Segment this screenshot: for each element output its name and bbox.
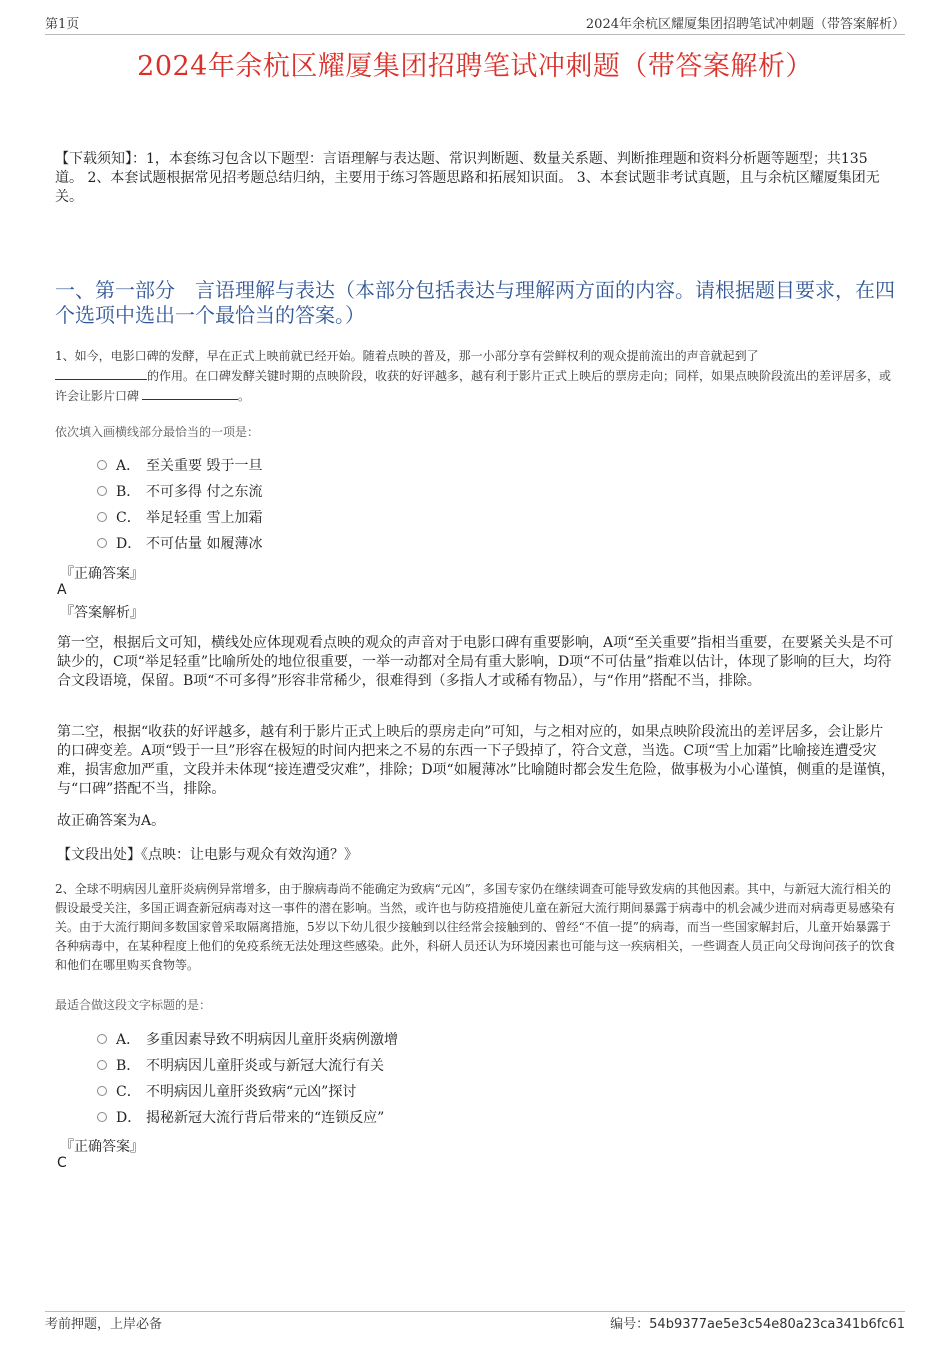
question-1-options xyxy=(97,452,262,556)
radio-icon[interactable] xyxy=(97,538,107,548)
answer-value: C xyxy=(57,1155,67,1171)
page-header xyxy=(45,14,905,35)
question-1-text: 1、如今，电影口碑的发酵，早在正式上映前就已经开始。随着点映的普及，那一小部分享有尝鲜权利的观众提前流出的声音就起到了 的作用。在口碑发酵关键时期的点映阶段，收获的好评越多，越有利于影片正式上映后的票房走向；同样，如果点映阶段流出的差评居多，或许会让影片口碑 。 xyxy=(55,349,892,403)
question-2-options xyxy=(97,1026,398,1130)
option-c[interactable]: C． 不明病因儿童肝炎致病“元凶”探讨 xyxy=(97,1078,398,1104)
option-a[interactable]: A． 多重因素导致不明病因儿童肝炎病例激增 xyxy=(97,1026,398,1052)
answer-label: 『正确答案』 xyxy=(60,566,144,582)
question-2-prompt: 最适合做这段文字标题的是： xyxy=(55,998,212,1012)
option-c[interactable]: C． 举足轻重 雪上加霜 xyxy=(97,504,262,530)
option-b[interactable]: B． 不可多得 付之东流 xyxy=(97,478,262,504)
fill-blank-2 xyxy=(142,386,238,400)
fill-blank-1 xyxy=(55,366,147,380)
radio-icon[interactable] xyxy=(97,1086,107,1096)
answer-label: 『正确答案』 xyxy=(60,1139,144,1155)
analysis-conclusion: 故正确答案为A。 xyxy=(57,813,166,829)
radio-icon[interactable] xyxy=(97,1060,107,1070)
option-d[interactable]: D． 揭秘新冠大流行背后带来的“连锁反应” xyxy=(97,1104,398,1130)
header-doc-title: 2024年余杭区耀厦集团招聘笔试冲刺题（带答案解析） xyxy=(585,17,905,32)
option-a[interactable]: A． 至关重要 毁于一旦 xyxy=(97,452,262,478)
analysis-label: 『答案解析』 xyxy=(60,605,144,621)
radio-icon[interactable] xyxy=(97,512,107,522)
analysis-paragraph-2: 第二空，根据“收获的好评越多，越有利于影片正式上映后的票房走向”可知，与之相对应的，如果点映阶段流出的差评居多，会让影片的口碑变差。A项“毁于一旦”形容在极短的时间内把来之不易的东西一下子毁掉了，符合文意，当选。C项“雪上加霜”比喻接连遭受灾难，损害愈加严重，文段并未体现“接连遭受灾难”，排除；D项“如履薄冰”比喻随时都会发生危险，做事极为小心谨慎，侧重的是谨慎，与“口碑”搭配不当，排除。 xyxy=(57,724,895,797)
text-source: 【文段出处】《点映：让电影与观众有效沟通？》 xyxy=(57,847,358,863)
document-title: 2024年余杭区耀厦集团招聘笔试冲刺题（带答案解析） xyxy=(137,51,813,82)
radio-icon[interactable] xyxy=(97,486,107,496)
radio-icon[interactable] xyxy=(97,460,107,470)
page-number: 第1页 xyxy=(45,17,80,32)
download-notice: 【下载须知】：1，本套练习包含以下题型：言语理解与表达题、常识判断题、数量关系题、判断推理题和资料分析题等题型；共135道。 2、本套试题根据常见招考题总结归纳，主要用于练习答题思路和拓展知识面。 3、本套试题非考试真题，且与余杭区耀厦集团无关。 xyxy=(55,151,880,205)
document-code: 编号：54b9377ae5e3c54e80a23ca341b6fc61 xyxy=(610,1317,905,1332)
question-1-prompt: 依次填入画横线部分最恰当的一项是： xyxy=(55,425,260,439)
radio-icon[interactable] xyxy=(97,1112,107,1122)
analysis-paragraph-1: 第一空，根据后文可知，横线处应体现观看点映的观众的声音对于电影口碑有重要影响，A项“至关重要”指相当重要，在要紧关头是不可缺少的，C项“举足轻重”比喻所处的地位很重要，一举一动都对全局有重大影响，D项“不可估量”指难以估计，体现了影响的巨大，均符合文段语境，保留。B项“不可多得”形容非常稀少，很难得到（多指人才或稀有物品），与“作用”搭配不当，排除。 xyxy=(57,635,894,689)
footer-slogan: 考前押题，上岸必备 xyxy=(45,1317,163,1332)
option-d[interactable]: D． 不可估量 如履薄冰 xyxy=(97,530,262,556)
radio-icon[interactable] xyxy=(97,1034,107,1044)
section-heading: 一、第一部分 言语理解与表达（本部分包括表达与理解两方面的内容。请根据题目要求，在四个选项中选出一个最恰当的答案。） xyxy=(55,278,895,327)
page-footer xyxy=(45,1311,905,1332)
option-b[interactable]: B． 不明病因儿童肝炎或与新冠大流行有关 xyxy=(97,1052,398,1078)
answer-value: A xyxy=(57,582,67,598)
question-2-text: 2、全球不明病因儿童肝炎病例异常增多，由于腺病毒尚不能确定为致病“元凶”，多国专家仍在继续调查可能导致发病的其他因素。其中，与新冠大流行相关的假设最受关注，多国正调查新冠病毒对这一事件的潜在影响。当然，或许也与防疫措施使儿童在新冠大流行期间暴露于病毒中的机会减少进而对病毒更易感染有关。由于大流行期间多数国家曾采取隔离措施，5岁以下幼儿很少接触到以往经常会接触到的、曾经“不值一提”的病毒，而当一些国家解封后，儿童开始暴露于各种病毒中，在某种程度上他们的免疫系统无法处理这些感染。此外，科研人员还认为环境因素也可能与这一疾病相关，一些调查人员正向父母询问孩子的饮食和他们在哪里购买食物等。 xyxy=(55,882,896,972)
